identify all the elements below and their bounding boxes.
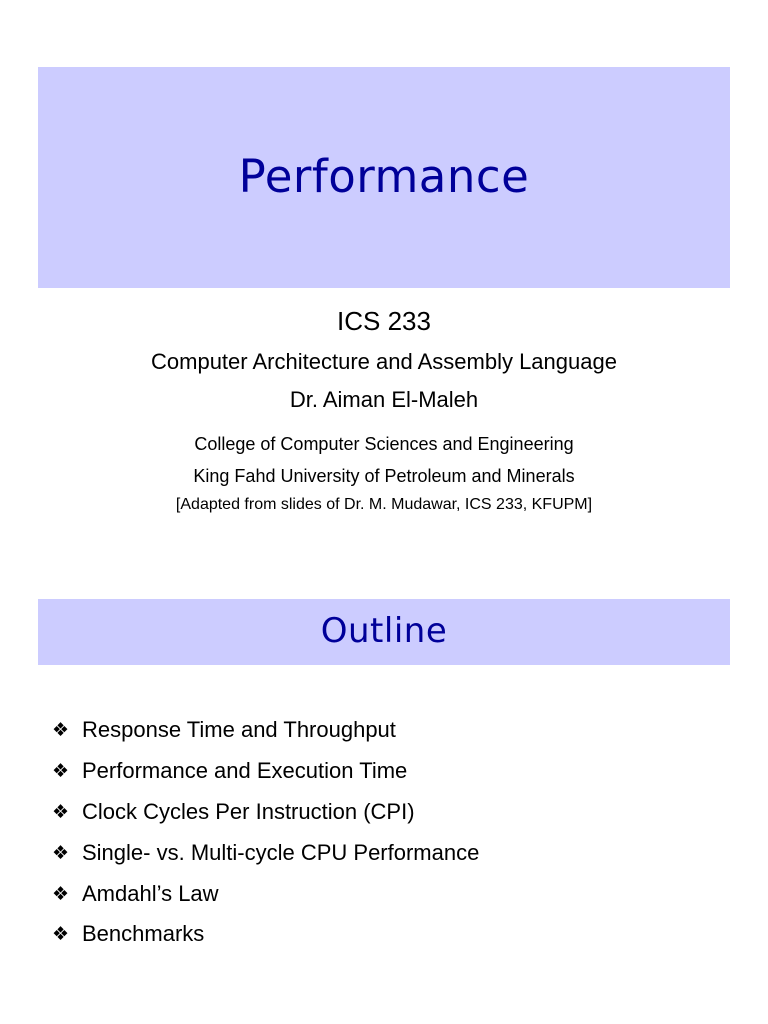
outline-item-label: Single- vs. Multi-cycle CPU Performance	[82, 839, 480, 865]
outline-item-label: Performance and Execution Time	[82, 758, 408, 784]
outline-list	[52, 710, 479, 955]
attribution-note: [Adapted from slides of Dr. M. Mudawar, ICS 233, KFUPM]	[175, 496, 593, 513]
outline-item	[52, 914, 479, 955]
college-name: College of Computer Sciences and Engineering	[194, 434, 574, 454]
outline-item	[52, 710, 479, 751]
outline-item	[52, 832, 479, 873]
outline-item-label: Response Time and Throughput	[82, 717, 396, 743]
instructor-name: Dr. Aiman El-Maleh	[289, 387, 479, 412]
course-name: Computer Architecture and Assembly Language	[151, 349, 617, 374]
outline-banner	[38, 599, 730, 665]
outline-item-label: Amdahl’s Law	[82, 880, 219, 906]
diamond-bullet-icon: ❖	[52, 719, 70, 742]
diamond-bullet-icon: ❖	[52, 841, 70, 864]
outline-item	[52, 873, 479, 914]
diamond-bullet-icon: ❖	[52, 800, 70, 823]
outline-item-label: Clock Cycles Per Instruction (CPI)	[82, 798, 415, 824]
title-banner	[38, 67, 730, 288]
university-name: King Fahd University of Petroleum and Minerals	[193, 466, 575, 486]
outline-item	[52, 751, 479, 792]
outline-item	[52, 792, 479, 833]
diamond-bullet-icon: ❖	[52, 760, 70, 783]
slide-title: Performance	[238, 150, 530, 203]
course-code: ICS 233	[337, 306, 431, 336]
diamond-bullet-icon: ❖	[52, 923, 70, 946]
outline-item-label: Benchmarks	[82, 921, 205, 947]
outline-title: Outline	[320, 611, 448, 651]
diamond-bullet-icon: ❖	[52, 882, 70, 905]
